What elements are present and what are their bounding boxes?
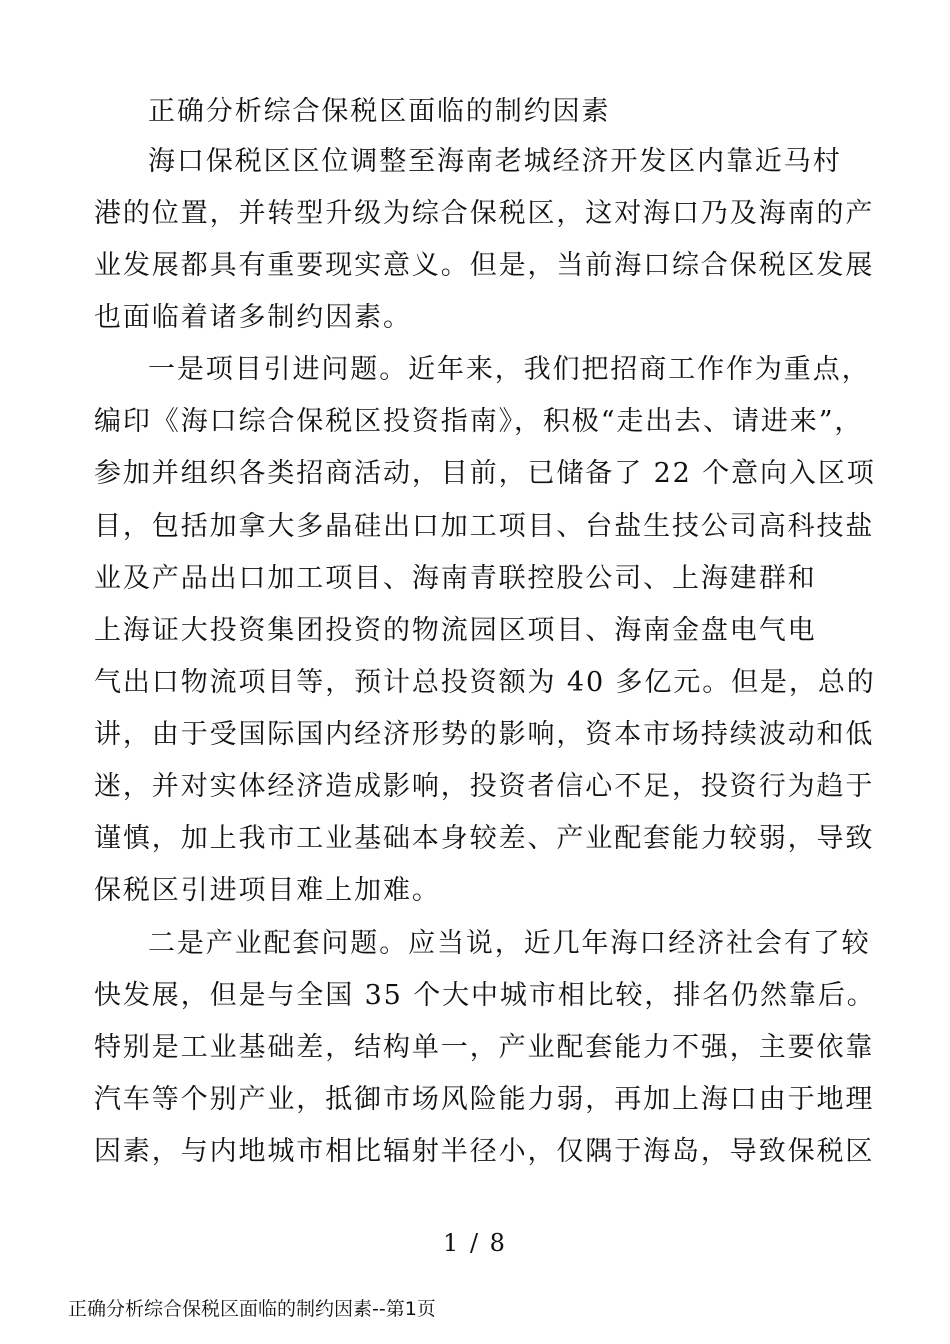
page-number: 1 / 8 (443, 1229, 507, 1257)
paragraph-line: 参加并组织各类招商活动，目前，已储备了 22 个意向入区项 (94, 458, 876, 489)
paragraph-line: 因素，与内地城市相比辐射半径小，仅隅于海岛，导致保税区 (94, 1136, 875, 1167)
paragraph-line: 目，包括加拿大多晶硅出口加工项目、台盐生技公司高科技盐 (94, 511, 875, 542)
paragraph-line: 二是产业配套问题。应当说，近几年海口经济社会有了较 (148, 928, 871, 959)
paragraph-line: 迷，并对实体经济造成影响，投资者信心不足，投资行为趋于 (94, 771, 875, 802)
paragraph-line: 谨慎，加上我市工业基础本身较差、产业配套能力较弱，导致 (94, 823, 875, 854)
paragraph-line: 讲，由于受国际国内经济形势的影响，资本市场持续波动和低 (94, 719, 875, 750)
paragraph-line: 上海证大投资集团投资的物流园区项目、海南金盘电气电 (94, 615, 817, 646)
footer-caption: 正确分析综合保税区面临的制约因素--第1页 (68, 1298, 436, 1320)
paragraph-line: 编印《海口综合保税区投资指南》，积极“走出去、请进来”， (94, 406, 864, 437)
document-title: 正确分析综合保税区面临的制约因素 (148, 96, 611, 127)
paragraph-line: 汽车等个别产业，抵御市场风险能力弱，再加上海口由于地理 (94, 1084, 875, 1115)
paragraph-line: 港的位置，并转型升级为综合保税区，这对海口乃及海南的产 (94, 198, 875, 229)
paragraph-line: 一是项目引进问题。近年来，我们把招商工作作为重点， (148, 354, 871, 385)
paragraph-line: 业发展都具有重要现实意义。但是，当前海口综合保税区发展 (94, 250, 875, 281)
paragraph-line: 特别是工业基础差，结构单一，产业配套能力不强，主要依靠 (94, 1032, 875, 1063)
paragraph-line: 海口保税区区位调整至海南老城经济开发区内靠近马村 (148, 146, 842, 177)
paragraph-line: 保税区引进项目难上加难。 (94, 875, 441, 906)
paragraph-line: 气出口物流项目等，预计总投资额为 40 多亿元。但是，总的 (94, 667, 876, 698)
paragraph-line: 业及产品出口加工项目、海南青联控股公司、上海建群和 (94, 563, 817, 594)
paragraph-line: 快发展，但是与全国 35 个大中城市相比较，排名仍然靠后。 (94, 980, 876, 1011)
paragraph-line: 也面临着诸多制约因素。 (94, 302, 412, 333)
